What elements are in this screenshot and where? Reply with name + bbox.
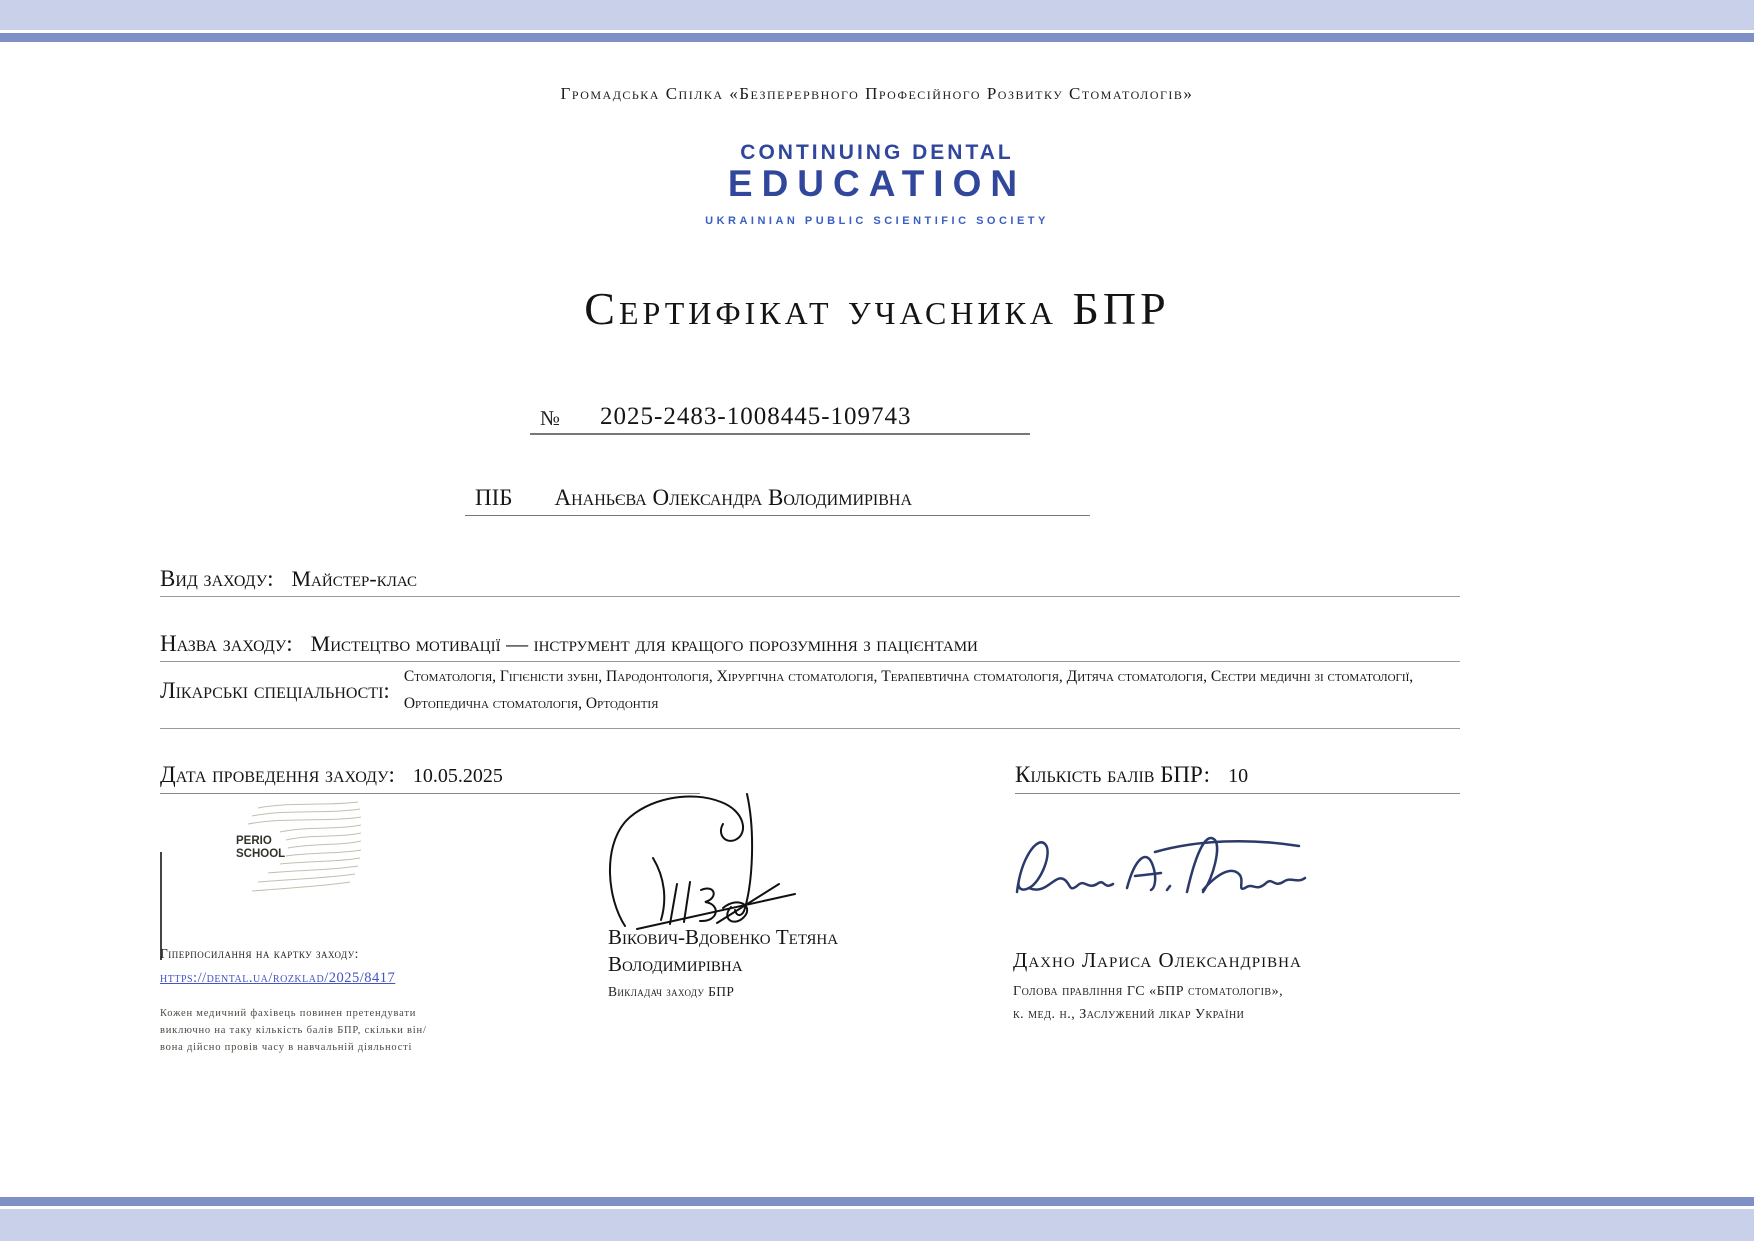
points-value: 10	[1228, 765, 1249, 787]
perio-school-waves-icon	[228, 800, 362, 900]
bottom-band-dark	[0, 1197, 1754, 1206]
teacher-name	[608, 924, 838, 978]
top-band-light	[0, 0, 1754, 30]
certificate-number-value: 2025-2483-1008445-109743	[600, 403, 912, 430]
event-name-label: Назва заходу:	[160, 631, 293, 656]
head-name: Дахно Лариса Олександрівна	[1013, 948, 1302, 972]
event-name-value: Мистецтво мотивації — інструмент для кращого порозуміння з пацієнтами	[310, 631, 978, 656]
event-name-row	[160, 609, 1460, 662]
event-type-row	[160, 548, 1460, 597]
teacher-name-line2: Володимирівна	[608, 952, 743, 976]
event-type-label: Вид заходу:	[160, 566, 274, 591]
specialties-label: Лікарські спеціальності:	[160, 677, 390, 703]
head-role-line1: Голова правління ГС «БПР стоматологів»,	[1013, 984, 1284, 999]
disclaimer-text: Кожен медичний фахівець повинен претендувати виключно на таку кількість балів БПР, скільки він/вона дійсно провів часу в навчальній діяльності	[160, 1008, 427, 1053]
certificate-number-row	[530, 394, 1030, 435]
teacher-signature-icon	[595, 790, 805, 930]
certificate-number-label: №	[540, 406, 561, 430]
perio-logo-line2: SCHOOL	[236, 848, 286, 860]
cde-logo-line1: CONTINUING DENTAL	[740, 141, 1014, 164]
head-role-line2: к. мед. н., Заслужений лікар України	[1013, 1007, 1245, 1022]
participant-name-label: ПІБ	[475, 485, 513, 510]
perio-logo-line1: PERIO	[236, 835, 272, 847]
event-date-value: 10.05.2025	[412, 765, 503, 787]
cde-logo	[0, 141, 1754, 227]
participant-name-value: Ананьєва Олександра Володимирівна	[554, 485, 913, 510]
certificate-title: Сертифікат учасника БПР	[584, 283, 1170, 334]
specialties-value: Стоматологія, Гігієністи зубні, Пародонтологія, Хірургічна стоматологія, Терапевтична стоматологія, Дитяча стоматологія, Сестри медичні зі стоматології, Ортопедична стоматологія, Ортодонтія	[403, 668, 1414, 712]
event-date-row	[160, 747, 700, 794]
teacher-name-line1: Вікович-Вдовенко Тетяна	[608, 925, 839, 949]
event-link-label: Гіперпосилання на картку заходу:	[160, 946, 359, 961]
cde-logo-line2: EDUCATION	[727, 163, 1027, 204]
bottom-band-light	[0, 1209, 1754, 1241]
specialties-row	[160, 659, 1460, 729]
event-card-link[interactable]: https://dental.ua/rozklad/2025/8417	[160, 970, 396, 986]
points-label: Кількість балів БПР:	[1015, 762, 1211, 787]
top-band-dark	[0, 33, 1754, 42]
organization-name: Громадська Спілка «Безперервного Професійного Розвитку Стоматологів»	[560, 84, 1194, 103]
teacher-role: Викладач заходу БПР	[608, 984, 735, 999]
left-rule	[160, 852, 162, 960]
event-date-label: Дата проведення заходу:	[160, 762, 395, 787]
head-role	[1013, 980, 1283, 1026]
perio-school-logo	[228, 800, 362, 900]
points-row	[1015, 747, 1460, 794]
cde-logo-tagline: UKRAINIAN PUBLIC SCIENTIFIC SOCIETY	[705, 215, 1049, 227]
head-signature-icon	[1005, 826, 1315, 921]
event-type-value: Майстер-клас	[291, 566, 417, 591]
participant-name-row	[465, 466, 1090, 516]
